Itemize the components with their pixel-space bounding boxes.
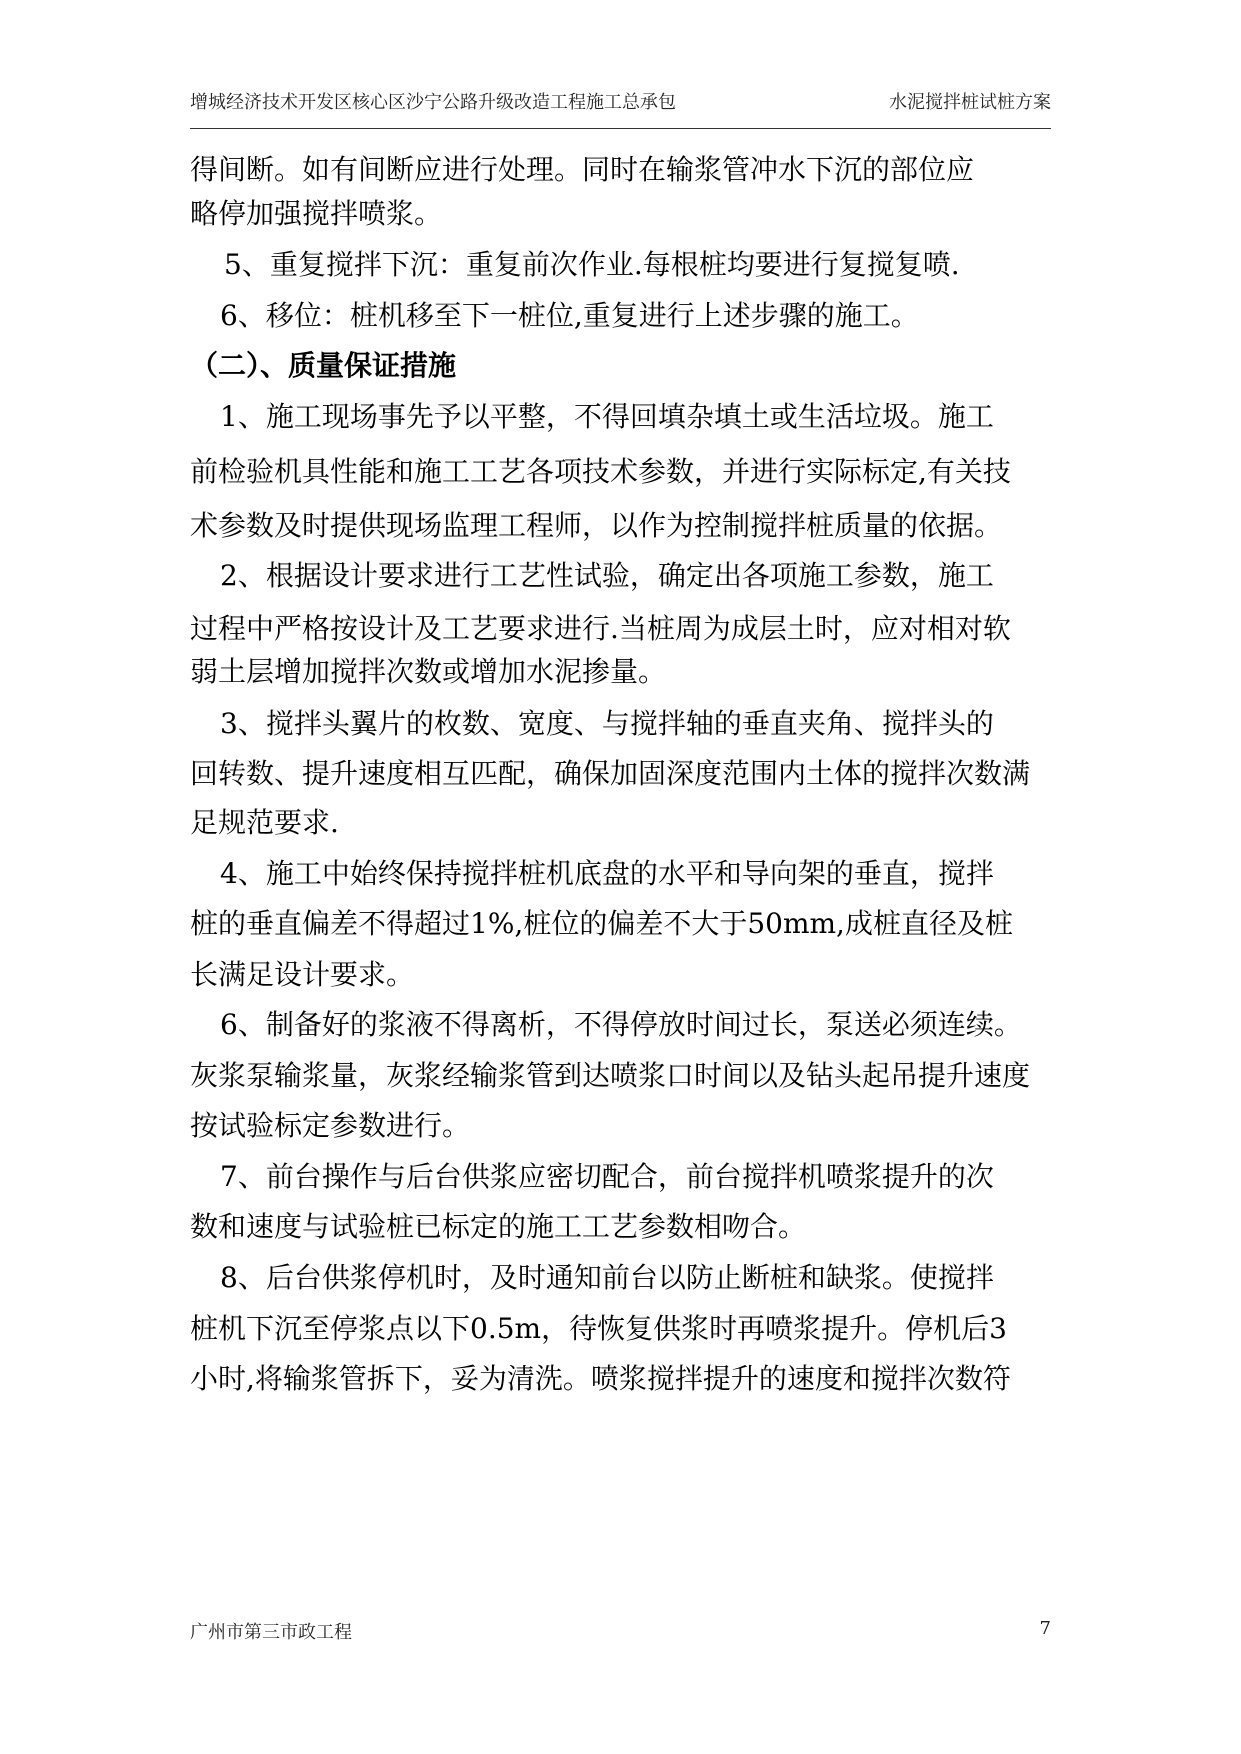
body-line: 按试验标定参数进行。 [190,1109,471,1142]
body-line: 足规范要求. [190,806,339,839]
body-line: 6、移位：桩机移至下一桩位,重复进行上述步骤的施工。 [220,299,919,332]
header-document-title: 水泥搅拌桩试桩方案 [889,92,1051,113]
footer-company: 广州市第三市政工程 [190,1622,352,1643]
body-line: 回转数、提升速度相互匹配，确保加固深度范围内土体的搅拌次数满 [190,757,1031,790]
body-line: 前检验机具性能和施工工艺各项技术参数，并进行实际标定,有关技 [190,455,1011,488]
body-line: 桩机下沉至停浆点以下0.5m，待恢复供浆时再喷浆提升。停机后3 [190,1312,1007,1345]
page-header [190,88,1051,129]
body-line: 2、根据设计要求进行工艺性试验，确定出各项施工参数，施工 [220,559,994,592]
body-line: 得间断。如有间断应进行处理。同时在输浆管冲水下沉的部位应 [190,153,975,186]
body-line: 5、重复搅拌下沉：重复前次作业.每根桩均要进行复搅复喷. [224,248,960,281]
body-line: 6、制备好的浆液不得离析，不得停放时间过长，泵送必须连续。 [220,1008,1022,1041]
body-line: 术参数及时提供现场监理工程师，以作为控制搅拌桩质量的依据。 [190,509,1003,542]
body-line: 4、施工中始终保持搅拌桩机底盘的水平和导向架的垂直，搅拌 [220,857,994,890]
body-line: 7、前台操作与后台供浆应密切配合，前台搅拌机喷浆提升的次 [220,1160,994,1193]
page-number: 7 [1039,1618,1051,1639]
body-line: 过程中严格按设计及工艺要求进行.当桩周为成层土时，应对相对软 [190,612,1011,645]
body-line: 小时,将输浆管拆下，妥为清洗。喷浆搅拌提升的速度和搅拌次数符 [190,1362,1011,1395]
body-line: 灰浆泵输浆量，灰浆经输浆管到达喷浆口时间以及钻头起吊提升速度 [190,1059,1031,1092]
body-line: 3、搅拌头翼片的枚数、宽度、与搅拌轴的垂直夹角、搅拌头的 [220,707,994,740]
body-line: 长满足设计要求。 [190,958,415,991]
body-line: 1、施工现场事先予以平整，不得回填杂填土或生活垃圾。施工 [220,400,994,433]
body-line: 数和速度与试验桩已标定的施工工艺参数相吻合。 [190,1210,807,1243]
body-line: 桩的垂直偏差不得超过1%,桩位的偏差不大于50mm,成桩直径及桩 [190,907,1013,940]
section-title: （二）、质量保证措施 [190,349,457,382]
body-line: 8、后台供浆停机时，及时通知前台以防止断桩和缺浆。使搅拌 [220,1261,994,1294]
header-project-title: 增城经济技术开发区核心区沙宁公路升级改造工程施工总承包 [190,92,676,113]
body-line: 弱土层增加搅拌次数或增加水泥掺量。 [190,655,667,688]
page-footer [190,1618,1051,1648]
body-line: 略停加强搅拌喷浆。 [190,197,443,230]
